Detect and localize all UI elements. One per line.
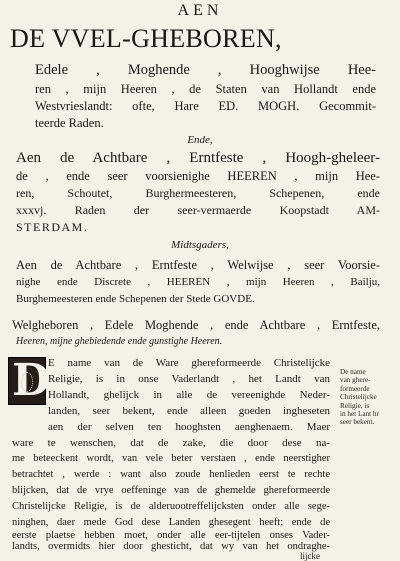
- body-line-11: ninghen, daer mede God dese Landen ghesegent heeft; ende de: [12, 517, 330, 528]
- margin-note-line: in het Lant hr: [340, 410, 379, 419]
- header-line-1: Edele , Moghende , Hooghwijse Hee-: [35, 62, 376, 78]
- section3-line-1: Welgheboren , Edele Moghende , ende Achtbare , Erntfeste,: [12, 318, 380, 332]
- header-line-4: teerde Raden.: [35, 116, 104, 130]
- section1-line-4: xxxvj. Raden der seer-vermaerde Koopstadt AM-: [16, 203, 380, 217]
- body-line-1: E name van de Ware ghereformeerde Christelijcke: [48, 357, 330, 369]
- section2-heading: Midtsgaders,: [171, 239, 229, 251]
- initial-letter: D: [12, 355, 51, 406]
- body-line-5: aen der selven ten hooghsten aenghenaem. Maer: [48, 421, 330, 433]
- header-line-3: Westvrieslandt: ofte, Hare ED. MOGH. Gecommit-: [35, 99, 376, 113]
- section3-line-2: Heeren, mijne ghebiedende ende gunstighe Heeren.: [16, 336, 223, 347]
- body-line-7: me beteeckent wordt, van vele beter verstaen , ende neerstigher: [12, 453, 330, 464]
- margin-note-line: van ghere-: [340, 376, 371, 385]
- section1-line-5: STERDAM.: [16, 220, 89, 234]
- section2-line-3: Burghemeesteren ende Schepenen der Stede GOVDE.: [16, 293, 255, 305]
- body-line-12: eerste plaetse hebben moet, onder alle eer-tijtelen onses Vader-: [12, 530, 330, 541]
- margin-note-line: Religie, is: [340, 401, 370, 410]
- initial-ornament: [21, 372, 33, 392]
- body-line-10: Christelijcke Religie, is de alderuootreffelijcksten onder alle sege-: [12, 501, 330, 512]
- margin-note-line: seer bekent.: [340, 418, 375, 427]
- body-line-6: ware te wenschen, dat de zake, die door dese na-: [12, 437, 330, 449]
- body-line-3: Hollandt, ghelijck in alle de vereenighde Neder-: [48, 389, 330, 401]
- margin-note-line: Christelijcke: [340, 393, 377, 402]
- body-line-9: blijcken, dat de vrye oeffeninge van de ghemelde ghereformeerde: [12, 485, 330, 496]
- section2-line-2: nighe ende Discrete , HEEREN , mijn Heeren , Bailju,: [16, 276, 380, 288]
- body-line-8: betrachtet , werde : want also zoude henlieden eerst te rechte: [12, 469, 330, 480]
- margin-note-line: De name: [340, 368, 366, 376]
- section1-heading: Ende,: [187, 134, 213, 146]
- header-title: DE VVEL-GHEBOREN,: [10, 24, 282, 53]
- margin-note: [340, 368, 398, 427]
- margin-note-line: formeerde: [340, 384, 370, 393]
- body-catchword: lijcke: [300, 551, 320, 561]
- body-line-4: landen, seer bekent, ende alleen goeden ingheseten: [48, 405, 330, 417]
- header-aen: AEN: [177, 2, 223, 19]
- body-line-13: landts, overmidts hier door ghesticht, dat wy van het ondraghe-: [12, 541, 330, 552]
- section1-line-2: de , ende seer voorsienighe HEEREN , mijn Hee-: [16, 169, 380, 183]
- decorated-initial: [8, 355, 51, 406]
- header-line-2: ren , mijn Heeren , de Staten van Hollandt ende: [35, 82, 376, 96]
- body-line-2: Religie, is in onse Vaderlandt , het Landt van: [48, 373, 330, 385]
- section1-line-1: Aen de Achtbare , Erntfeste , Hoogh-gheleer-: [16, 150, 380, 166]
- section2-line-1: Aen de Achtbare , Erntfeste , Welwijse , seer Voorsie-: [16, 258, 380, 272]
- section1-line-3: ren, Schoutet, Burghermeesteren, Schepenen, ende: [16, 186, 380, 200]
